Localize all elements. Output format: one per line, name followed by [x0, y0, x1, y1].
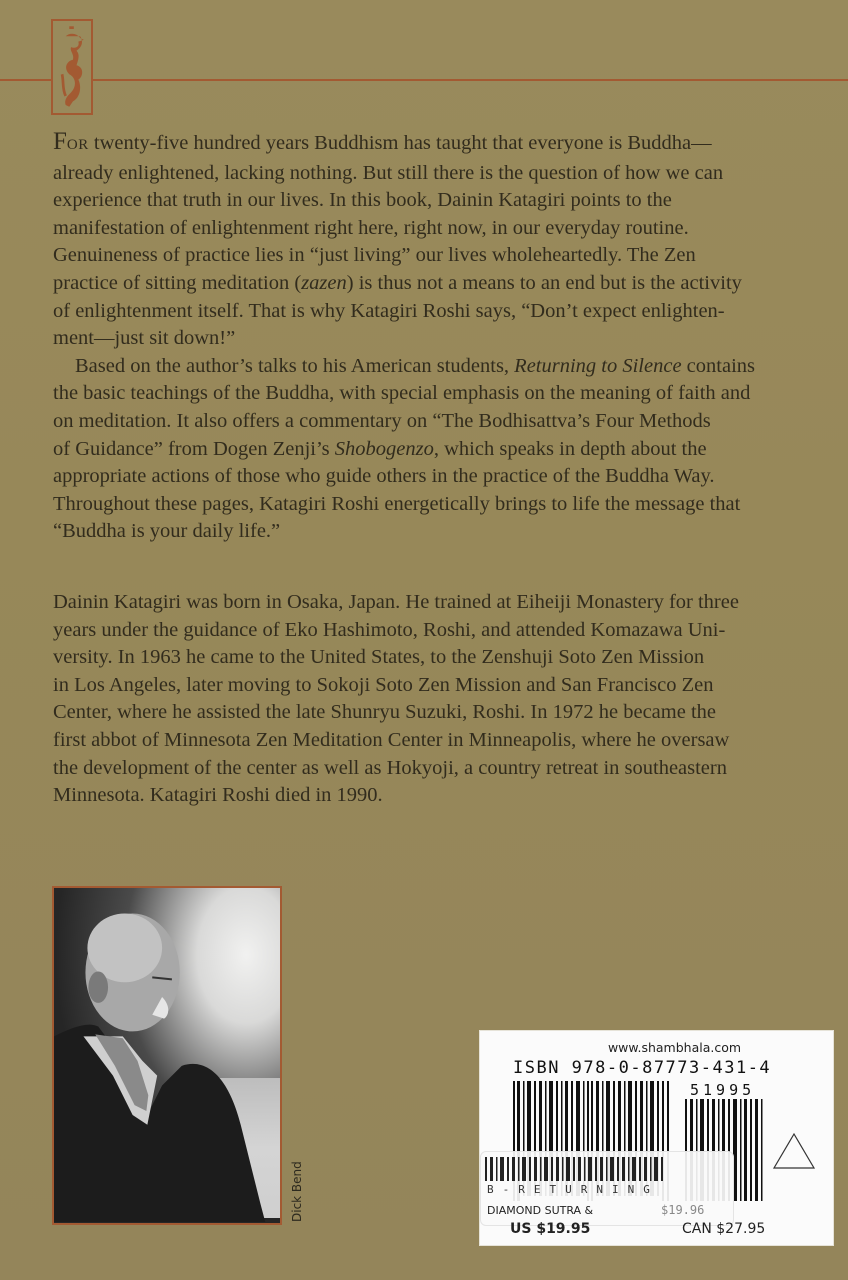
text-line: of enlightenment itself. That is why Katagiri Roshi says, “Don’t expect enlighten-	[53, 299, 725, 322]
text-line	[53, 353, 833, 381]
text-line: “Buddha is your daily life.”	[53, 520, 281, 543]
sticker-item-code: B-RETURNING	[487, 1183, 659, 1196]
author-photo	[52, 886, 282, 1225]
smallcaps-lead: OR	[66, 137, 89, 153]
text-line: versity. In 1963 he came to the United States, to the Zenshuji Soto Zen Mission	[53, 646, 705, 669]
can-price: CAN $27.95	[682, 1221, 766, 1237]
text-line: the basic teachings of the Buddha, with special emphasis on the meaning of faith and	[53, 382, 751, 405]
sticker-title: DIAMOND SUTRA &	[487, 1204, 594, 1217]
drop-letter: F	[53, 128, 67, 155]
italic-title: Shobogenzo	[334, 437, 434, 460]
header-rule	[0, 79, 848, 81]
triangle-icon	[772, 1131, 816, 1171]
dragon-logo	[51, 19, 93, 115]
book-description	[53, 128, 833, 546]
text-line: Minnesota. Katagiri Roshi died in 1990.	[53, 784, 383, 807]
isbn-number: ISBN 978-0-87773-431-4	[513, 1058, 772, 1078]
us-price: US $19.95	[510, 1221, 591, 1237]
author-bio	[53, 589, 833, 810]
text-line	[53, 270, 833, 298]
text-line: appropriate actions of those who guide others in the practice of the Buddha Way.	[53, 465, 715, 488]
description-paragraph-1	[53, 128, 833, 353]
text-line: ment—just sit down!”	[53, 327, 236, 350]
photo-credit: Dick Bend	[290, 1161, 304, 1222]
text-line: first abbot of Minnesota Zen Meditation Center in Minneapolis, where he oversaw	[53, 728, 730, 751]
text-span: , which speaks in depth about the	[433, 437, 707, 460]
italic-title: Returning to Silence	[514, 354, 682, 377]
sticker-price: $19.96	[661, 1203, 705, 1217]
text-span: practice of sitting meditation (	[53, 271, 302, 294]
store-price-sticker	[480, 1151, 734, 1226]
price-code: 51995	[690, 1081, 756, 1099]
text-span: ) is thus not a means to an end but is the activity	[346, 271, 742, 294]
text-line: Throughout these pages, Katagiri Roshi energetically brings to life the message that	[53, 492, 741, 515]
text-line: on meditation. It also offers a commentary on “The Bodhisattva’s Four Methods	[53, 409, 711, 432]
description-paragraph-2	[53, 353, 833, 546]
text-line: years under the guidance of Eko Hashimoto, Roshi, and attended Komazawa Uni-	[53, 618, 726, 641]
portrait-figure	[54, 888, 280, 1223]
bio-paragraph	[53, 589, 833, 810]
text-line: manifestation of enlightenment right here, right now, in our everyday routine.	[53, 216, 689, 239]
text-span: of Guidance” from Dogen Zenji’s	[53, 437, 335, 460]
text-line	[53, 436, 833, 464]
text-line: experience that truth in our lives. In this book, Dainin Katagiri points to the	[53, 189, 672, 212]
sticker-barcode	[485, 1157, 675, 1181]
text-span: Based on the author’s talks to his American students,	[75, 354, 515, 377]
publisher-url[interactable]: www.shambhala.com	[607, 1040, 742, 1055]
text-line: the development of the center as well as Hokyoji, a country retreat in southeastern	[53, 756, 727, 779]
text-line: Genuineness of practice lies in “just living” our lives wholeheartedly. The Zen	[53, 244, 696, 267]
text-line: Center, where he assisted the late Shunryu Suzuki, Roshi. In 1972 he became the	[53, 701, 716, 724]
italic-term: zazen	[301, 271, 347, 294]
text-line: already enlightened, lacking nothing. But still there is the question of how we can	[53, 161, 724, 184]
text-span: contains	[681, 354, 755, 377]
text-line: twenty-five hundred years Buddhism has taught that everyone is Buddha—	[88, 132, 712, 154]
text-line: in Los Angeles, later moving to Sokoji Soto Zen Mission and San Francisco Zen	[53, 673, 714, 696]
text-line: Dainin Katagiri was born in Osaka, Japan. He trained at Eiheiji Monastery for three	[53, 591, 739, 613]
dragon-icon	[53, 21, 91, 113]
barcode-panel	[479, 1030, 834, 1246]
